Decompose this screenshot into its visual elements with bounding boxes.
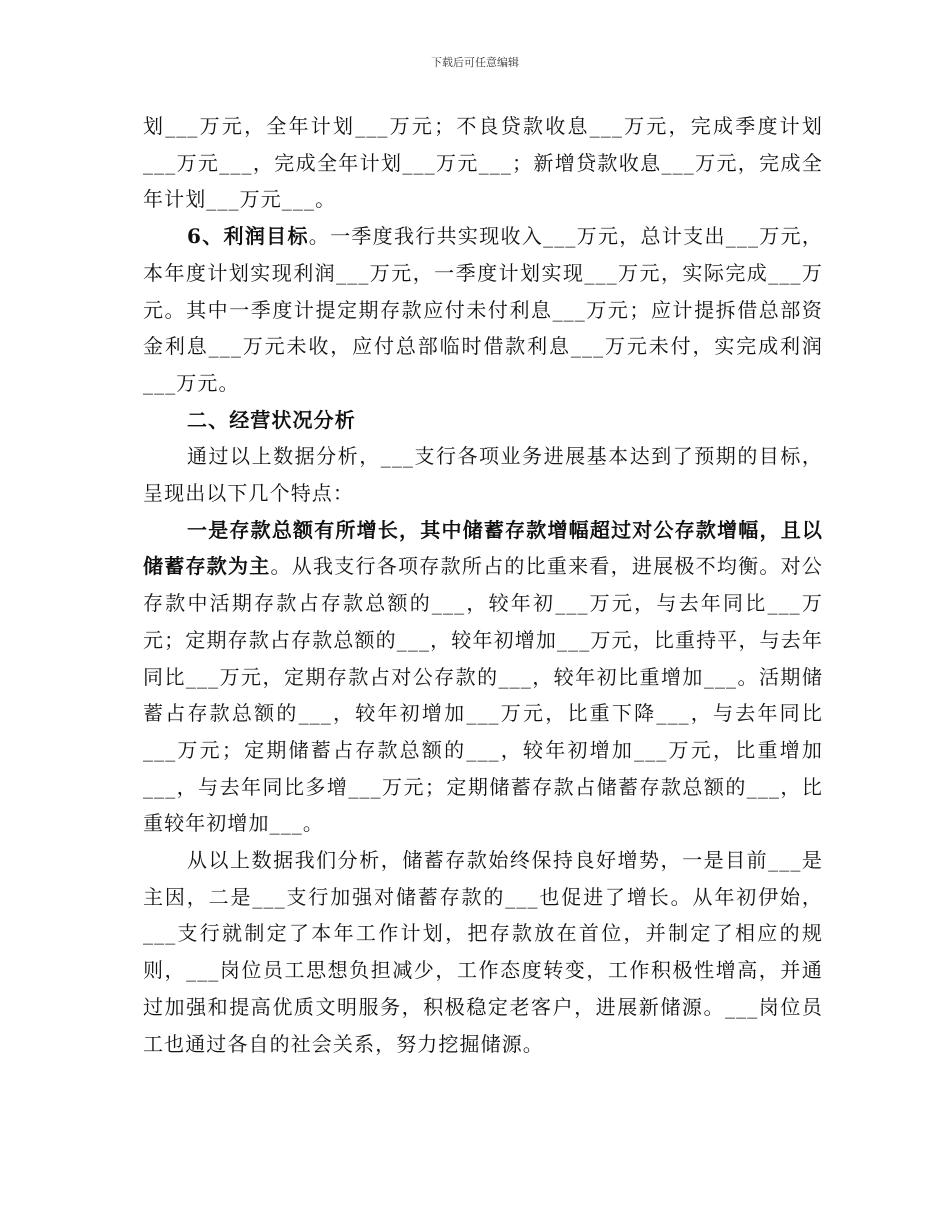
paragraph-loan-interest: 划___万元，全年计划___万元；不良贷款收息___万元，完成季度计划___万元___，完成全年计划___万元___；新增贷款收息___万元，完成全年计划___万元___。 <box>143 114 823 212</box>
page-header-note: 下载后可任意编辑 <box>431 56 519 69</box>
deposit-growth-text: 。从我支行各项存款所占的比重来看，进展极不均衡。对公存款中活期存款占存款总额的___，较年初___万元，与去年同比___万元；定期存款占存款总额的___，较年初增加___万元，比重持平，与去年同比___万元，定期存款占对公存款的___，较年初比重增加___。活期储蓄占存款总额的___，较年初增加___万元，比重下降___，与去年同比___万元；定期储蓄占存款总额的___，较年初增加___万元，比重增加___，与去年同比多增___万元；定期储蓄存款占储蓄存款总额的___，比重较年初增加___。 <box>143 554 823 836</box>
paragraph-deposit-growth <box>143 512 823 842</box>
profit-target-text: 。一季度我行共实现收入___万元，总计支出___万元，本年度计划实现利润___万元，一季度计划实现___万元，实际完成___万元。其中一季度计提定期存款应付未付利息___万元；应计提拆借总部资金利息___万元未收，应付总部临时借款利息___万元未付，实完成利润___万元。 <box>143 224 823 395</box>
paragraph-profit-target <box>143 218 823 402</box>
deposit-growth-heading: 一是存款总额有所增长，其中储蓄存款增幅超过对公存款增幅，且以储蓄存款为主 <box>143 517 823 579</box>
paragraph-analysis-intro: 通过以上数据分析，___支行各项业务进展基本达到了预期的目标，呈现出以下几个特点： <box>143 444 823 506</box>
document-body <box>143 108 823 1062</box>
profit-target-heading: 6、利润目标 <box>187 224 309 249</box>
section-heading: 二、经营状况分析 <box>187 407 356 432</box>
paragraph-savings-analysis: 从以上数据我们分析，储蓄存款始终保持良好增势，一是目前___是主因，二是___支行加强对储蓄存款的___也促进了增长。从年初伊始，___支行就制定了本年工作计划，把存款放在首位，并制定了相应的规则，___岗位员工思想负担减少，工作态度转变，工作积极性增高，并通过加强和提高优质文明服务，积极稳定老客户，进展新储源。___岗位员工也通过各自的社会关系，努力挖掘储源。 <box>143 848 823 1056</box>
